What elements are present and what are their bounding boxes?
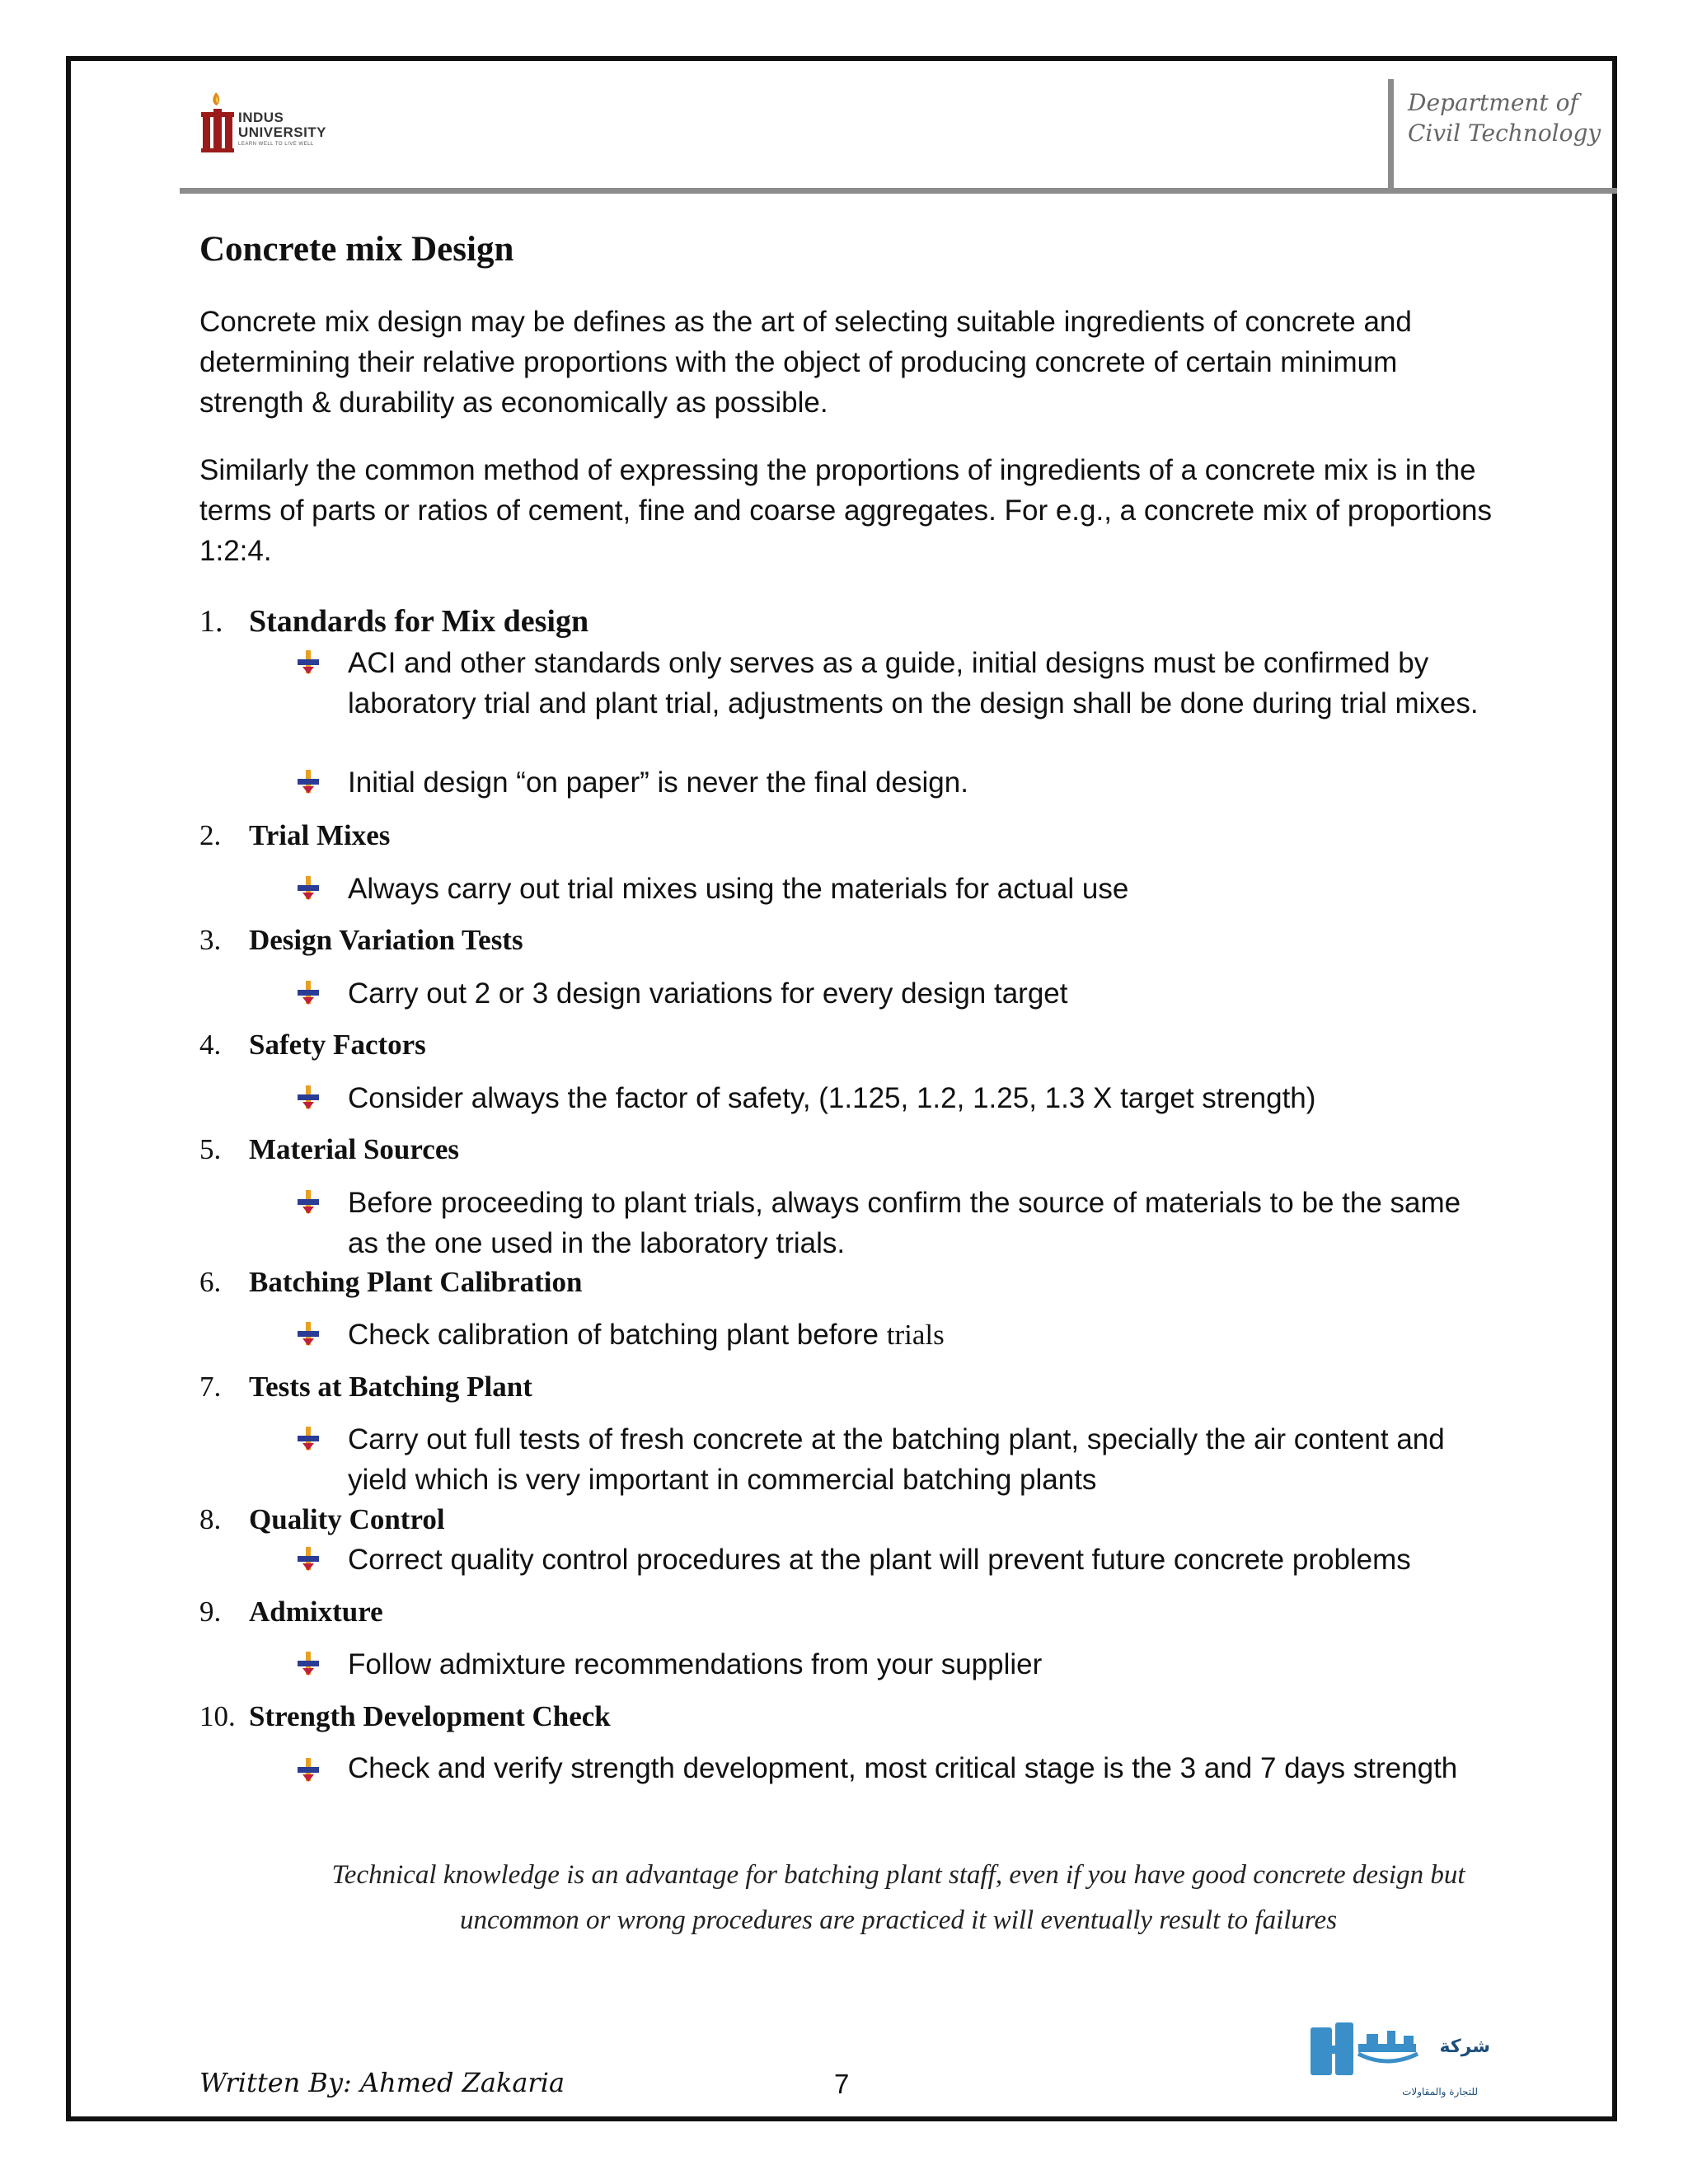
header-divider — [180, 188, 1617, 194]
arrow-bullet-icon — [295, 1084, 321, 1110]
department-label: Department of Civil Technology — [1408, 89, 1601, 147]
company-logo — [1309, 2019, 1492, 2102]
arrow-bullet-icon — [295, 874, 321, 901]
bullet-item: ACI and other standards only serves as a guide, initial designs must be confirmed by laboratory trial and plant trial, adjustments on the design shall be done during trial mixes. — [295, 643, 1498, 724]
university-crest-icon — [198, 89, 237, 157]
header-divider-vertical — [1388, 79, 1394, 191]
page-number: 7 — [834, 2069, 850, 2099]
bullet-item: Correct quality control procedures at the plant will prevent future concrete problems — [295, 1540, 1498, 1580]
list-item-design-variation: 3. Design Variation Tests — [199, 924, 523, 956]
arrow-bullet-icon — [295, 979, 321, 1005]
company-logo-text — [1309, 2019, 1492, 2102]
intro-paragraph: Concrete mix design may be defines as the art of selecting suitable ingredients of concrete and determining their relative proportions with the object of producing concrete of certain minimum strength & durability as economically as possible. — [199, 306, 1412, 419]
list-item-quality-control: 8. Quality Control — [199, 1503, 445, 1535]
arrow-bullet-icon — [295, 1650, 321, 1676]
arrow-bullet-icon — [295, 1545, 321, 1572]
arrow-bullet-icon — [295, 1425, 321, 1451]
arrow-bullet-icon — [295, 1756, 321, 1783]
proportions-paragraph: Similarly the common method of expressing the proportions of ingredients of a concrete mix is in the terms of parts or ratios of cement, fine and coarse aggregates. For e.g., a concrete mix of proportions 1:2:4. — [199, 454, 1492, 567]
list-item-standards: 1. Standards for Mix design — [199, 604, 589, 639]
list-item-safety-factors: 4. Safety Factors — [199, 1029, 426, 1061]
svg-text:شركة: شركة — [1439, 2036, 1490, 2057]
bullet-item: Check calibration of batching plant before trials — [295, 1315, 1498, 1355]
bullet-item: Always carry out trial mixes using the materials for actual use — [295, 869, 1498, 909]
list-item-trial-mixes: 2. Trial Mixes — [199, 819, 391, 851]
arrow-bullet-icon — [295, 649, 321, 675]
logo-name: INDUS UNIVERSITY — [238, 110, 327, 140]
svg-text:للتجارة والمقاولات: للتجارة والمقاولات — [1402, 2086, 1478, 2097]
bullet-item: Initial design “on paper” is never the final design. — [295, 762, 1498, 803]
list-item-strength-check: 10. Strength Development Check — [199, 1700, 611, 1732]
bullet-item: Carry out full tests of fresh concrete at the batching plant, specially the air content and yield which is very important in commercial batching plants — [295, 1419, 1498, 1500]
closing-note: Technical knowledge is an advantage for batching plant staff, even if you have good concrete design but uncommon or wrong procedures are practiced it will eventually result to failures — [331, 1860, 1465, 1935]
arrow-bullet-icon — [295, 1188, 321, 1215]
page-title: Concrete mix Design — [199, 230, 514, 269]
bullet-item: Before proceeding to plant trials, always confirm the source of materials to be the same as the one used in the laboratory trials. — [295, 1183, 1498, 1263]
list-item-tests-batching: 7. Tests at Batching Plant — [199, 1371, 532, 1403]
bullet-item: Carry out 2 or 3 design variations for every design target — [295, 973, 1498, 1014]
author-credit: Written By: Ahmed Zakaria — [199, 2067, 565, 2098]
list-item-batching-calibration: 6. Batching Plant Calibration — [199, 1266, 583, 1298]
bullet-item: Check and verify strength development, most critical stage is the 3 and 7 days strength — [295, 1750, 1498, 1786]
logo-tagline: LEARN WELL TO LIVE WELL — [238, 142, 314, 147]
list-item-material-sources: 5. Material Sources — [199, 1133, 459, 1165]
arrow-bullet-icon — [295, 1320, 321, 1347]
list-item-admixture: 9. Admixture — [199, 1596, 383, 1628]
arrow-bullet-icon — [295, 768, 321, 794]
bullet-item: Consider always the factor of safety, (1.125, 1.2, 1.25, 1.3 X target strength) — [295, 1078, 1498, 1118]
bullet-item: Follow admixture recommendations from your supplier — [295, 1644, 1498, 1685]
indus-university-logo — [198, 89, 359, 157]
